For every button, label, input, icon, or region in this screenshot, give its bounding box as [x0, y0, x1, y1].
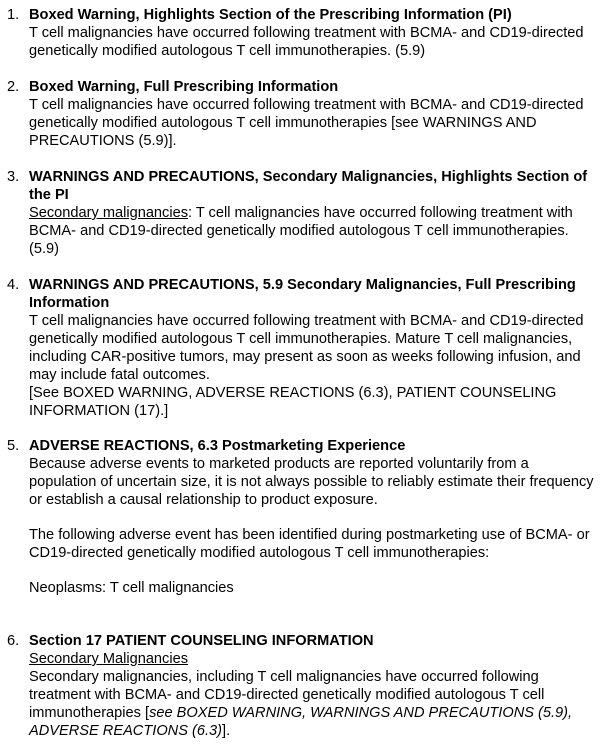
item-text: T cell malignancies have occurred following treatment with BCMA- and CD19-directed genetically modified autologous T cell immunotherapies [see WARNINGS AND PRECAUTIONS (5.9)]. [29, 97, 584, 149]
item-title: WARNINGS AND PRECAUTIONS, Secondary Malignancies, Highlights Section of the PI [29, 169, 588, 203]
item-text-wrapper [29, 668, 595, 740]
item-title: Boxed Warning, Full Prescribing Information [29, 79, 339, 95]
item-text-wrapper [29, 204, 595, 258]
item-body [29, 276, 595, 420]
item-text-end: ]. [222, 723, 231, 739]
item-text-italic: see BOXED WARNING, WARNINGS AND PRECAUTIONS (5.9), ADVERSE REACTIONS (6.3) [29, 705, 573, 739]
item-text: Because adverse events to marketed products are reported voluntarily from a population of uncertain size, it is not always possible to reliably estimate their frequency or establish a causal relationship to product exposure. [29, 456, 594, 508]
item-body [29, 78, 595, 150]
item-number: 5. [7, 438, 20, 454]
item-text-reference: [See BOXED WARNING, ADVERSE REACTIONS (6.3), PATIENT COUNSELING INFORMATION (17).] [29, 385, 557, 419]
item-body [29, 168, 595, 258]
item-number: 2. [7, 79, 20, 95]
item-title: ADVERSE REACTIONS, 6.3 Postmarketing Experience [29, 438, 406, 454]
item-text: Secondary malignancies, including T cell malignancies have occurred following treatment with BCMA- and CD19-directed genetically modified autologous T cell immunotherapies [ [29, 669, 545, 721]
underlined-lead: Secondary malignancies [29, 205, 188, 221]
item-title: WARNINGS AND PRECAUTIONS, 5.9 Secondary Malignancies, Full Prescribing Information [29, 277, 576, 311]
item-body [29, 437, 595, 597]
item-subheading: Secondary Malignancies [29, 651, 188, 667]
paragraph-gap [29, 562, 595, 579]
item-number: 6. [7, 633, 20, 649]
paragraph-gap [29, 509, 595, 526]
item-body [29, 632, 595, 740]
item-text: T cell malignancies have occurred following treatment with BCMA- and CD19-directed genetically modified autologous T cell immunotherapies. Mature T cell malignancies, including CAR-positive tumors, may present as soon as weeks following infusion, and may include fatal outcomes. [29, 313, 584, 383]
item-text-3: Neoplasms: T cell malignancies [29, 580, 234, 596]
item-title: Section 17 PATIENT COUNSELING INFORMATION [29, 633, 374, 649]
item-title: Boxed Warning, Highlights Section of the Prescribing Information (PI) [29, 7, 512, 23]
item-text: T cell malignancies have occurred following treatment with BCMA- and CD19-directed genetically modified autologous T cell immunotherapies. (5.9) [29, 25, 584, 59]
item-text: : T cell malignancies have occurred following treatment with BCMA- and CD19-directed genetically modified autologous T cell immunotherapies. (5.9) [29, 205, 573, 257]
item-body [29, 6, 595, 60]
item-number: 1. [7, 7, 20, 23]
item-number: 4. [7, 277, 20, 293]
item-text-2: The following adverse event has been identified during postmarketing use of BCMA- or CD19-directed genetically modified autologous T cell immunotherapies: [29, 527, 590, 561]
item-number: 3. [7, 169, 20, 185]
